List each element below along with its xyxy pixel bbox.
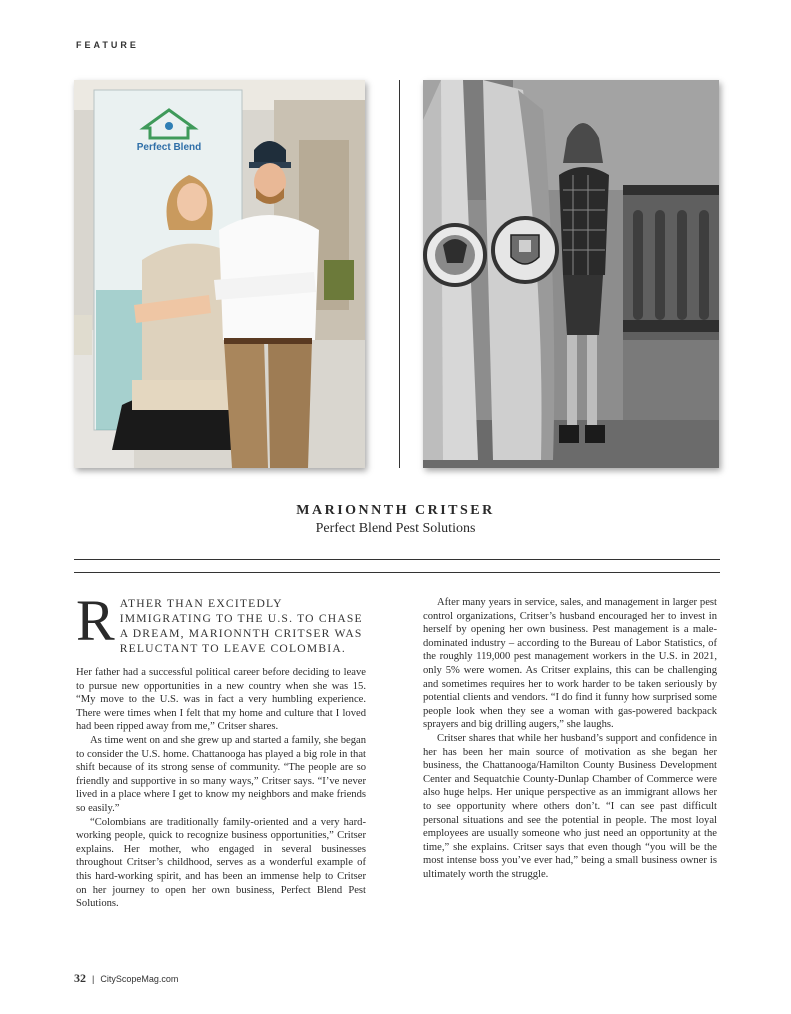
paragraph: After many years in service, sales, and management in larger pest control organizations, Critser’s husband encouraged her to invest in herself by opening her own business. Pest management is a male-dominated industry – according to the Bureau of Labor Statistics, of the roughly 119,000 pest management workers in the U.S. in 2021, only 5% were women. As Critser explains, this can be challenging and sometimes requires her to work harder to be taken seriously by potential clients and vendors. “I do find it funny how surprised some people look when they see a woman with gas-powered backpack sprayers and big drilling augers,” she laughs. [423, 597, 717, 731]
article-column-2 [423, 596, 717, 881]
photo-flags [423, 80, 719, 468]
profile-name: MARIONNTH CRITSER [296, 503, 495, 518]
paragraph: Critser shares that while her husband’s support and confidence in her has been her main source of motivation as she began her business, the Chattanooga/Hamilton County Business Development Center and Sequatchie County-Dunlap Chamber of Commerce were also huge helps. Her unique perspective as an immigrant allows her to see opportunity where others don’t. “I can see past difficult personal situations and see the potential in people. The most loyal employees are usually someone who just need an opportunity at the time,” she explains. Critser says that even though “you will be the most intense boss you’ve ever had,” being a small business owner is ultimately worth the struggle. [423, 732, 717, 880]
footer-separator: | [92, 974, 95, 984]
dropcap-letter: R [76, 588, 115, 653]
banner-logo-text: Perfect Blend [136, 142, 202, 153]
lead-text: ATHER THAN EXCITEDLY IMMIGRATING TO THE U.S. TO CHASE A DREAM, MARIONNTH CRITSER WAS RELUCTANT TO LEAVE COLOMBIA. [119, 597, 363, 655]
paragraph: Her father had a successful political career before deciding to leave to pursue new opportunities in a new country when she was 15. “My move to the U.S. was in fact a very humbling experience. There were times when I felt that my home and culture that I loved had been ripped away from me,” Critser shares. [76, 667, 366, 733]
page-footer [74, 971, 178, 986]
article-column-1 [76, 588, 366, 911]
profile-company: Perfect Blend Pest Solutions [315, 521, 476, 536]
footer-site: CityScopeMag.com [100, 974, 179, 984]
page-number: 32 [74, 971, 86, 985]
section-label: FEATURE [76, 40, 139, 50]
rule-top [74, 559, 720, 560]
photo-couple-image [74, 80, 365, 468]
rule-bottom [74, 572, 720, 573]
photo-divider [399, 80, 400, 468]
paragraph: “Colombians are traditionally family-oriented and a very hard-working people, quick to recognize business opportunities,” Critser explains. Her mother, who engaged in several businesses throughout Critser’s childhood, serves as a wonderful example of this hard-working spirit, and has been an immense help to Critser on her journey to open her own business, Perfect Blend Pest Solutions. [76, 816, 366, 910]
photo-couple [74, 80, 365, 468]
paragraph: As time went on and she grew up and started a family, she began to consider the U.S. home. Chattanooga has played a big role in that shift because of its strong sense of community. “The people are so friendly and supportive in so many ways,” Critser says. “I’ve never lived in a place where I get to know my neighbors and make friends so easily.” [76, 734, 366, 814]
photo-flags-image [423, 80, 719, 468]
article-lead [76, 588, 366, 656]
